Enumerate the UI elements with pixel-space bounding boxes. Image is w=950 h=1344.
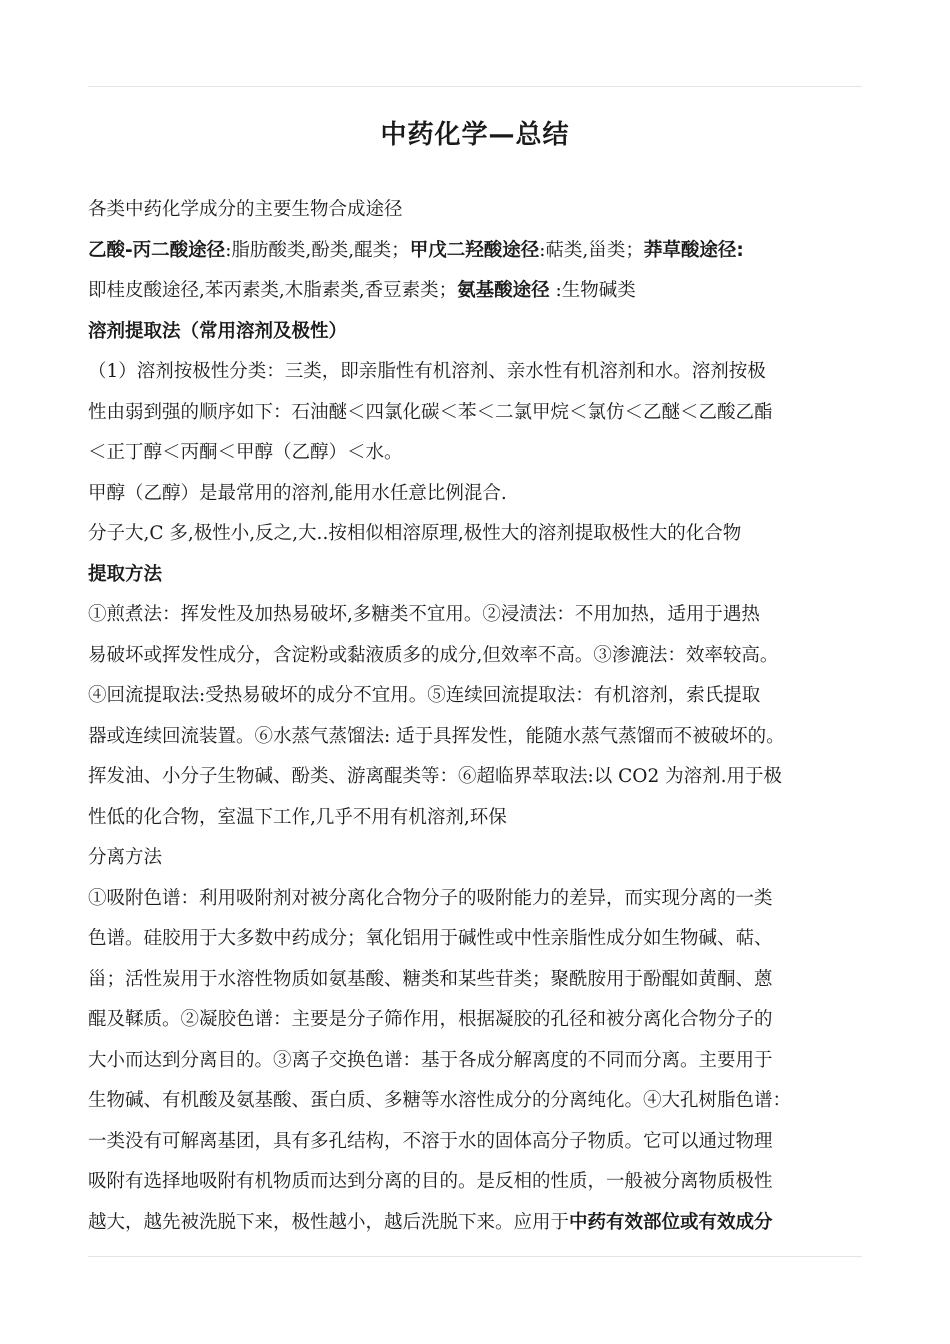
- path-acetate-malonate-label: 乙酸-丙二酸途径: [88, 239, 226, 261]
- separation-heading: 分离方法: [88, 847, 163, 868]
- path-mevalonate-text: :萜类,甾类；: [539, 239, 644, 261]
- separation-line: 醌及鞣质。②凝胶色谱：主要是分子筛作用，根据凝胶的孔径和被分离化合物分子的: [88, 1009, 773, 1030]
- path-shikimate-detail: 即桂皮酸途径,苯丙素类,木脂素类,香豆素类；: [88, 280, 458, 301]
- solvent-line: ＜正丁醇＜丙酮＜甲醇（乙醇）＜水。: [88, 442, 403, 463]
- separation-line: 生物碱、有机酸及氨基酸、蛋白质、多糖等水溶性成分的分离纯化。④大孔树脂色谱：: [88, 1090, 792, 1111]
- intro-line: 各类中药化学成分的主要生物合成途径: [88, 199, 403, 220]
- extraction-line: ④回流提取法:受热易破坏的成分不宜用。⑤连续回流提取法：有机溶剂，索氏提取: [88, 685, 761, 706]
- separation-line: 色谱。硅胶用于大多数中药成分；氧化铝用于碱性或中性亲脂性成分如生物碱、萜、: [88, 928, 773, 949]
- separation-line: 大小而达到分离目的。③离子交换色谱：基于各成分解离度的不同而分离。主要用于: [88, 1049, 773, 1071]
- path-shikimate-label: 莽草酸途径: [643, 239, 737, 261]
- extraction-line: 挥发油、小分子生物碱、酚类、游离醌类等：⑥超临界萃取法:以 CO2 为溶剂.用于极: [88, 766, 782, 787]
- top-divider: [88, 86, 862, 87]
- separation-line: 吸附有选择地吸附有机物质而达到分离的目的。是反相的性质，一般被分离物质极性: [88, 1171, 773, 1192]
- extraction-line: 易破坏或挥发性成分，含淀粉或黏液质多的成分,但效率不高。③渗漉法：效率较高。: [88, 644, 779, 666]
- separation-line: 甾；活性炭用于水溶性物质如氨基酸、糖类和某些苷类；聚酰胺用于酚醌如黄酮、蒽: [88, 968, 773, 990]
- biosynthesis-paths-line-2: [88, 271, 878, 312]
- solvent-line: 甲醇（乙醇）是最常用的溶剂,能用水任意比例混合.: [88, 482, 507, 504]
- solvent-line: 性由弱到强的顺序如下：石油醚＜四氯化碳＜苯＜二氯甲烷＜氯仿＜乙醚＜乙酸乙酯: [88, 401, 773, 423]
- extraction-line: 性低的化合物，室温下工作,几乎不用有机溶剂,环保: [88, 806, 507, 828]
- page-title: 中药化学—总结: [380, 120, 570, 150]
- solvent-line: （1）溶剂按极性分类：三类，即亲脂性有机溶剂、亲水性有机溶剂和水。溶剂按极: [88, 361, 766, 382]
- separation-last-line: [88, 1203, 878, 1244]
- document-body: [88, 190, 878, 1243]
- biosynthesis-paths-line-1: [88, 231, 878, 272]
- extraction-line: 器或连续回流装置。⑥水蒸气蒸馏法: 适于具挥发性，能随水蒸气蒸馏而不被破坏的。: [88, 725, 785, 747]
- solvent-line: 分子大,C 多,极性小,反之,大..按相似相溶原理,极性大的溶剂提取极性大的化合物: [88, 523, 742, 544]
- extraction-heading: 提取方法: [88, 563, 163, 585]
- path-acetate-malonate-text: :脂肪酸类,酚类,醌类；: [225, 239, 410, 261]
- solvent-heading: 溶剂提取法（常用溶剂及极性）: [88, 320, 348, 342]
- separation-line: 一类没有可解离基团，具有多孔结构，不溶于水的固体高分子物质。它可以通过物理: [88, 1130, 773, 1152]
- extraction-line: ①煎煮法：挥发性及加热易破坏,多糖类不宜用。②浸渍法：不用加热，适用于遇热: [88, 604, 760, 625]
- path-shikimate-text: :: [736, 239, 744, 261]
- path-amino-acid-label: 氨基酸途径: [457, 280, 550, 301]
- separation-line: ①吸附色谱：利用吸附剂对被分离化合物分子的吸附能力的差异，而实现分离的一类: [88, 887, 773, 909]
- path-amino-acid-text: :生物碱类: [549, 280, 636, 301]
- bottom-divider: [88, 1256, 862, 1257]
- path-mevalonate-label: 甲戊二羟酸途径: [409, 239, 540, 261]
- separation-last-text: 越大，越先被洗脱下来，极性越小，越后洗脱下来。应用于: [88, 1211, 570, 1233]
- separation-last-bold: 中药有效部位或有效成分: [569, 1211, 773, 1233]
